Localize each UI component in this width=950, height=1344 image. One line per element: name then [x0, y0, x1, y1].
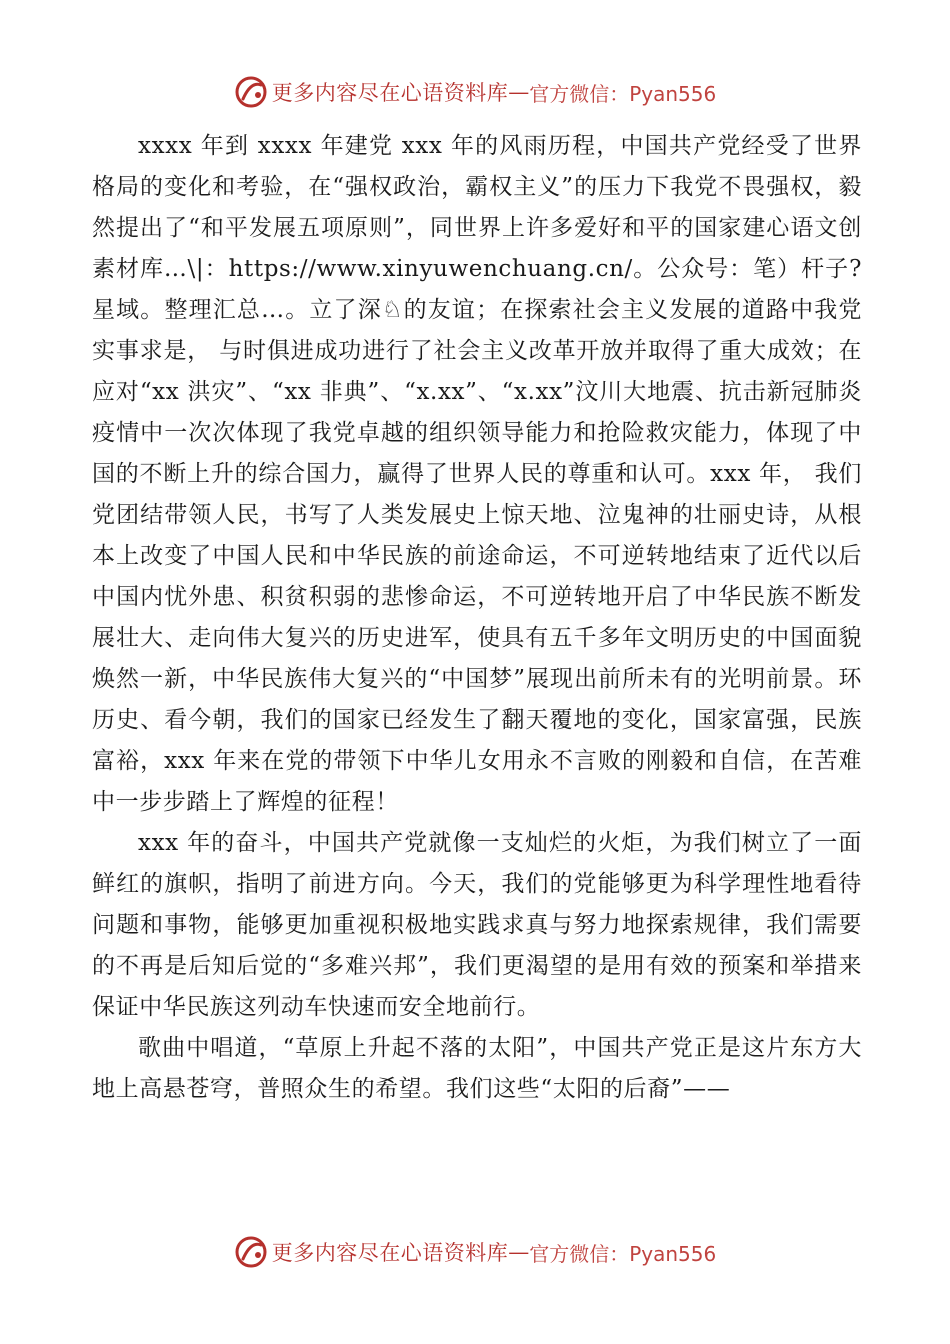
footer-separator: —: [508, 1240, 530, 1264]
header-banner: [0, 72, 950, 112]
paragraph-2: xxx 年的奋斗，中国共产党就像一支灿烂的火炬，为我们树立了一面鲜红的旗帜，指明了前进方向。今天，我们的党能够更为科学理性地看待问题和事物，能够更加重视积极地实践求真与努力地探索规律，我们需要的不再是后知后觉的“多难兴邦”，我们更渴望的是用有效的预案和举措来保证中华民族这列动车快速而安全地前行。: [92, 830, 862, 1020]
brand-logo-icon: [234, 75, 268, 109]
paragraph-1: xxxx 年到 xxxx 年建党 xxx 年的风雨历程，中国共产党经受了世界格局的变化和考验，在“强权政治，霸权主义”的压力下我党不畏强权，毅然提出了“和平发展五项原则”，同世界上许多爱好和平的国家建心语文创素材库…\|：https://www.xinyuwenchuang.cn/。公众号：笔）杆子?星域。整理汇总…。立了深♘的友谊；在探索社会主义发展的道路中我党实事求是， 与时俱进成功进行了社会主义改革开放并取得了重大成效；在应对“xx 洪灾”、“xx 非典”、“x.xx”、“x.xx”汶川大地震、抗击新冠肺炎疫情中一次次体现了我党卓越的组织领导能力和抢险救灾能力，体现了中国的不断上升的综合国力，赢得了世界人民的尊重和认可。xxx 年， 我们党团结带领人民，书写了人类发展史上惊天地、泣鬼神的壮丽史诗，从根本上改变了中国人民和中华民族的前途命运，不可逆转地结束了近代以后中国内忧外患、积贫积弱的悲惨命运，不可逆转地开启了中华民族不断发展壮大、走向伟大复兴的历史进军，使具有五千多年文明历史的中国面貌焕然一新，中华民族伟大复兴的“中国梦”展现出前所未有的光明前景。环历史、看今朝，我们的国家已经发生了翻天覆地的变化，国家富强，民族富裕，xxx 年来在党的带领下中华儿女用永不言败的刚毅和自信，在苦难中一步步踏上了辉煌的征程！: [92, 133, 862, 815]
footer-banner: [0, 1232, 950, 1272]
brand-logo-icon: [234, 1235, 268, 1269]
paragraph-3: 歌曲中唱道，“草原上升起不落的太阳”，中国共产党正是这片东方大地上高悬苍穹，普照众生的希望。我们这些“太阳的后裔”——: [92, 1035, 862, 1102]
header-separator: —: [508, 80, 530, 104]
document-body: [92, 126, 862, 1110]
header-slogan: 更多内容尽在心语资料库: [271, 81, 509, 105]
footer-slogan: 更多内容尽在心语资料库: [271, 1241, 509, 1265]
footer-official-account: 官方微信：Pyan556: [529, 1241, 717, 1266]
header-official-account: 官方微信：Pyan556: [529, 81, 717, 106]
